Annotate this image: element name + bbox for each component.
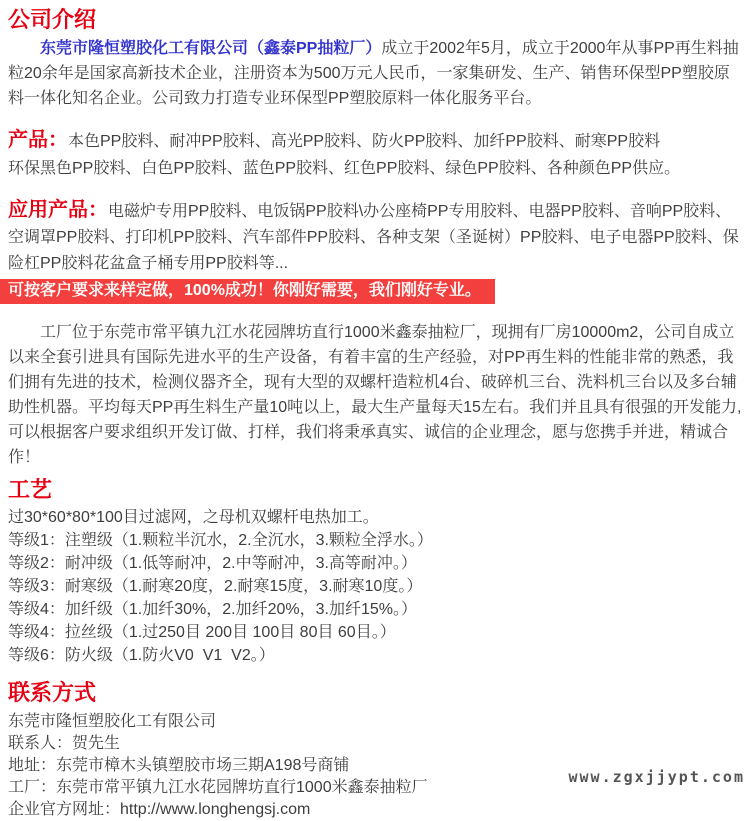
process-list [8, 506, 744, 667]
company-name: 东莞市隆恒塑胶化工有限公司（鑫泰PP抽粒厂） [40, 40, 382, 57]
contact-heading: 联系方式 [8, 680, 97, 705]
process-grade-4-drawing: 等级4：拉丝级（1.过250目 200目 100目 80目 60目。） [8, 624, 396, 641]
company-intro-paragraph [8, 36, 744, 111]
products-label: 产品： [8, 129, 68, 151]
process-grade-2: 等级2：耐冲级（1.低等耐冲，2.中等耐冲，3.高等耐冲。） [8, 555, 417, 572]
process-heading: 工艺 [8, 477, 53, 502]
contact-website: 企业官方网址：http://www.longhengsj.com [8, 801, 311, 818]
contact-company: 东莞市隆恒塑胶化工有限公司 [8, 713, 217, 730]
contact-address: 地址：东莞市樟木头镇塑胶市场三期A198号商铺 [8, 757, 350, 774]
custom-order-banner [0, 279, 495, 304]
products-line-2: 环保黑色PP胶料、白色PP胶料、蓝色PP胶料、红色PP胶料、绿色PP胶料、各种颜色PP供应。 [8, 160, 681, 177]
contact-block [8, 711, 744, 821]
company-intro-text: 成立于2002年5月，成立于2000年从事PP再生料抽粒20余年是国家高新技术企业，注册资本为500万元人民币，一家集研发、生产、销售环保型PP塑胶原料一体化知名企业。公司致力打造专业环保型PP塑胶原料一体化服务平台。 [8, 40, 739, 107]
factory-intro-paragraph: 工厂位于东莞市常平镇九江水花园牌坊直行1000米鑫泰抽粒厂，现拥有厂房10000m2，公司自成立以来全套引进具有国际先进水平的生产设备，有着丰富的生产经验，对PP再生料的性能非常的熟悉，我们拥有先进的技术，检测仪器齐全，现有大型的双螺杆造粒机4台、破碎机三台、洗料机三台以及多台辅助性机器。平均每天PP再生料生产量10吨以上，最大生产量每天15左右。我们并且具有很强的开发能力,可以根据客户要求组织开发订做、打样，我们将秉承真实、诚信的企业理念，愿与您携手并进，精诚合作！ [8, 324, 742, 466]
process-grade-6: 等级6：防火级（1.防火V0 V1 V2。） [8, 647, 275, 664]
contact-factory-address: 工厂：东莞市常平镇九江水花园牌坊直行1000米鑫泰抽粒厂 [8, 779, 428, 796]
process-grade-4-fiber: 等级4：加纤级（1.加纤30%，2.加纤20%，3.加纤15%。） [8, 601, 418, 618]
site-watermark: www.zgxjjypt.com [568, 768, 745, 786]
applications-label: 应用产品： [8, 199, 108, 221]
applications-paragraph [8, 197, 744, 277]
applications-text: 电磁炉专用PP胶料、电饭锅PP胶料\办公座椅PP专用胶料、电器PP胶料、音响PP胶料、空调罩PP胶料、打印机PP胶料、汽车部件PP胶料、各种支架（圣诞树）PP胶料、电子电器PP胶料、保险杠PP胶料花盆盒子桶专用PP胶料等... [8, 203, 739, 272]
process-grade-3: 等级3：耐寒级（1.耐寒20度，2.耐寒15度，3.耐寒10度。） [8, 578, 423, 595]
process-grade-1: 等级1：注塑级（1.颗粒半沉水，2.全沉水，3.颗粒全浮水。） [8, 532, 433, 549]
products-paragraph [8, 127, 744, 182]
company-intro-heading: 公司介绍 [8, 7, 97, 32]
process-filter-line: 过30*60*80*100目过滤网，之母机双螺杆电热加工。 [8, 509, 379, 526]
contact-person: 联系人：贺先生 [8, 735, 121, 752]
products-line-1: 本色PP胶料、耐冲PP胶料、高光PP胶料、防火PP胶料、加纤PP胶料、耐寒PP胶料 [68, 133, 661, 150]
custom-order-banner-text: 可按客户要求来样定做，100%成功！你刚好需要，我们刚好专业。 [8, 282, 481, 299]
